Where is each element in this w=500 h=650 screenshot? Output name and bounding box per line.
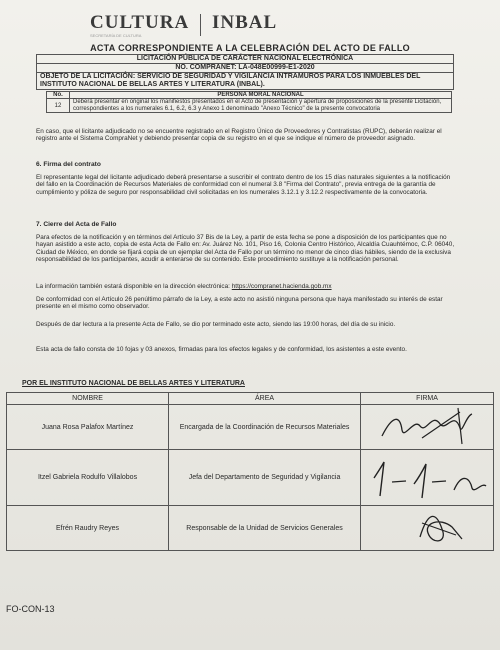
signer-name: Juana Rosa Palafox Martínez bbox=[7, 405, 169, 450]
signer-name: Itzel Gabriela Rodulfo Villalobos bbox=[7, 450, 169, 506]
signer-area: Jefa del Departamento de Seguridad y Vigilancia bbox=[169, 450, 361, 506]
info-paragraph bbox=[36, 283, 456, 290]
logo-divider bbox=[200, 14, 201, 36]
signature-2 bbox=[361, 450, 494, 506]
section-7-heading: 7. Cierre del Acta de Fallo bbox=[36, 221, 117, 228]
table-row bbox=[7, 506, 494, 551]
acta-title: ACTA CORRESPONDIENTE A LA CELEBRACIÓN DEL ACTO DE FALLO bbox=[90, 43, 410, 53]
lectura-paragraph: Después de dar lectura a la presente Acta de Fallo, se dio por terminado este acto, siendo las 19:00 horas, del día de su inicio. bbox=[36, 321, 396, 328]
signer-name: Efrén Raudry Reyes bbox=[7, 506, 169, 551]
col-area: ÁREA bbox=[169, 393, 361, 405]
logo-subtitle: SECRETARÍA DE CULTURA bbox=[90, 33, 142, 38]
table-row bbox=[7, 405, 494, 450]
fojas-paragraph: Esta acta de fallo consta de 10 fojas y 03 anexos, firmadas para los efectos legales y de conformidad, los asistentes a este evento. bbox=[36, 346, 407, 353]
institute-heading: POR EL INSTITUTO NACIONAL DE BELLAS ARTES Y LITERATURA bbox=[22, 380, 245, 387]
licitacion-objeto: OBJETO DE LA LICITACIÓN: SERVICIO DE SEGURIDAD Y VIGILANCIA INTRAMUROS PARA LOS INMUEBLES DEL INSTITUTO NACIONAL DE BELLAS ARTES Y LITERATURA (INBAL). bbox=[37, 72, 453, 89]
section-6-heading: 6. Firma del contrato bbox=[36, 161, 101, 168]
requirements-table bbox=[46, 91, 452, 113]
section-7-paragraph: Para efectos de la notificación y en términos del Artículo 37 Bis de la Ley, a partir de esta fecha se pone a disposición de los participantes que no hayan asistido a este acto, copia de esta Acta de Fallo en: Av. Juárez No. 101, Piso 16, Colonia Centro Histórico, Alcaldía Cuauhtémoc, C.P. 06040, Ciudad de México, en donde se fijará copia de un ejemplar del Acta de Fallo por un término no menor de cinco días hábiles, siendo de la exclusiva responsabilidad de los participantes, acudir a enterarse de su contenido. Este procedimiento sustituye a la notificación personal. bbox=[36, 234, 455, 264]
requirement-number: 12 bbox=[47, 99, 70, 113]
signer-area: Responsable de la Unidad de Servicios Generales bbox=[169, 506, 361, 551]
col-firma: FIRMA bbox=[361, 393, 494, 405]
requirements-col-persona: PERSONA MORAL NACIONAL bbox=[70, 92, 452, 99]
table-row bbox=[7, 450, 494, 506]
compranet-number: NO. COMPRANET: LA-048E00999-E1-2020 bbox=[37, 63, 453, 72]
compranet-link[interactable]: https://compranet.hacienda.gob.mx bbox=[231, 283, 332, 290]
article-26-paragraph: De conformidad con el Artículo 26 penúltimo párrafo de la Ley, a este acto no asistió ninguna persona que haya manifestado su interés de estar presente en el mismo como observador. bbox=[36, 296, 443, 311]
info-text: La información también estará disponible en la dirección electrónica: bbox=[36, 283, 230, 290]
requirements-col-no: No. bbox=[47, 92, 70, 99]
rupc-paragraph: En caso, que el licitante adjudicado no se encuentre registrado en el Registro Único de Proveedores y Contratistas (RUPC), deberán realizar el registro ante el Sistema CompraNet y debiendo presentar copia de su registro en el que se indique el número de proveedor asignado. bbox=[36, 128, 442, 143]
licitacion-header-box bbox=[36, 54, 454, 90]
table-row bbox=[47, 99, 452, 113]
requirement-text: Deberá presentar en original los manifiestos presentados en el Acto de presentación y apertura de proposiciones de la presente Licitación, correspondientes a los numerales 6.1, 6.2, 6.3 y Anexo 1 denominado "Anexo Técnico" de la presente convocatoria bbox=[70, 99, 452, 113]
signature-1 bbox=[361, 405, 494, 450]
signature-3 bbox=[361, 506, 494, 551]
signatures-table bbox=[6, 392, 494, 551]
signer-area: Encargada de la Coordinación de Recursos Materiales bbox=[169, 405, 361, 450]
cultura-logo: CULTURA bbox=[90, 12, 190, 33]
licitacion-type: LICITACIÓN PÚBLICA DE CARÁCTER NACIONAL ELECTRÓNICA bbox=[136, 55, 354, 62]
col-nombre: NOMBRE bbox=[7, 393, 169, 405]
form-code: FO-CON-13 bbox=[6, 604, 55, 614]
inbal-logo: INBAL bbox=[212, 12, 278, 33]
section-6-paragraph: El representante legal del licitante adjudicado deberá presentarse a suscribir el contrato dentro de los 15 días naturales siguientes a la notificación del fallo en la Coordinación de Recursos Materiales de conformidad con el numeral 3.8 "Firma del Contrato", previa entrega de la garantía de cumplimiento y póliza de seguro por responsabilidad civil solicitadas en los numerales 3.12.1 y 3.12.2 respectivamente de la convocatoria. bbox=[36, 174, 451, 196]
